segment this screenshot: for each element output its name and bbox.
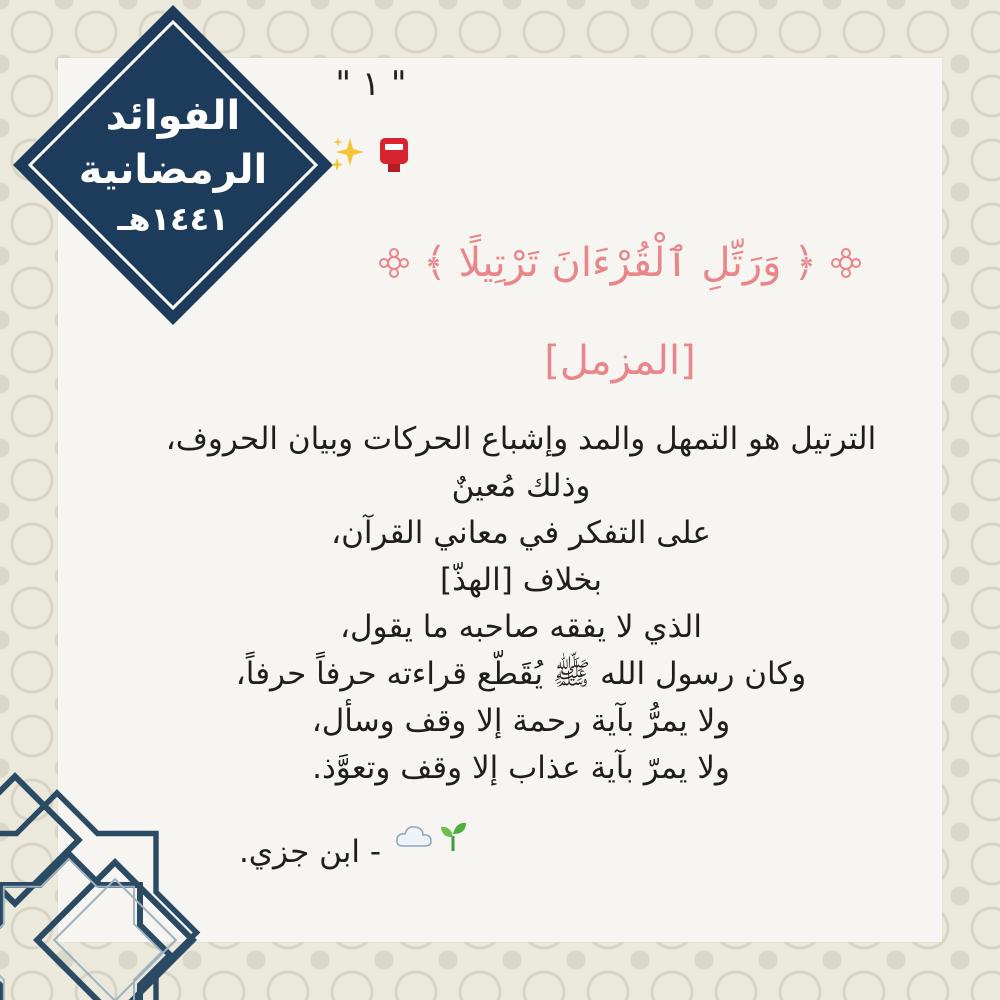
badge-title-line1: الفوائد: [105, 93, 241, 139]
footer-emojis: [394, 820, 484, 852]
seedling-icon: [438, 820, 468, 852]
author-attribution: - ابن جزي.: [238, 834, 382, 870]
quran-verse: [298, 240, 942, 286]
badge-year: ١٤٤١هـ: [117, 200, 229, 238]
verse-open-bracket: ﴿: [793, 240, 817, 286]
body-line: ولا يمرُّ بآية رحمة إلا وقف وسأل،: [311, 703, 731, 739]
body-line: الذي لا يفقه صاحبه ما يقول،: [340, 609, 702, 645]
flower-ornament-icon: [377, 246, 411, 280]
verse-text: وَرَتِّلِ ٱلْقُرْءَانَ تَرْتِيلًا: [458, 240, 782, 286]
post-number: " ١ ": [335, 64, 407, 104]
body-line: ولا يمرّ بآية عذاب إلا وقف وتعوَّذ.: [312, 750, 730, 786]
mailbox-icon: [374, 134, 414, 174]
body-line: الترتيل هو التمهل والمد وإشباع الحركات وبيان الحروف،: [165, 421, 877, 457]
verse-close-bracket: ﴾: [423, 240, 447, 286]
post-content: [58, 58, 942, 942]
body-line: وكان رسول الله ﷺ يُقَطّع قراءته حرفاً حرفاً،: [235, 656, 807, 692]
sparkles-icon: [328, 134, 368, 174]
body-line: بخلاف [الهذّ]: [440, 562, 602, 598]
badge-title-line2: الرمضانية: [78, 147, 268, 193]
cloud-icon: [394, 820, 434, 850]
flower-ornament-icon: [829, 246, 863, 280]
body-line: على التفكر في معاني القرآن،: [331, 515, 711, 551]
header-emojis: [58, 134, 684, 174]
explanation-text: [118, 416, 924, 792]
body-line: وذلك مُعينٌ: [451, 468, 591, 504]
surah-name: [المزمل]: [544, 338, 696, 384]
